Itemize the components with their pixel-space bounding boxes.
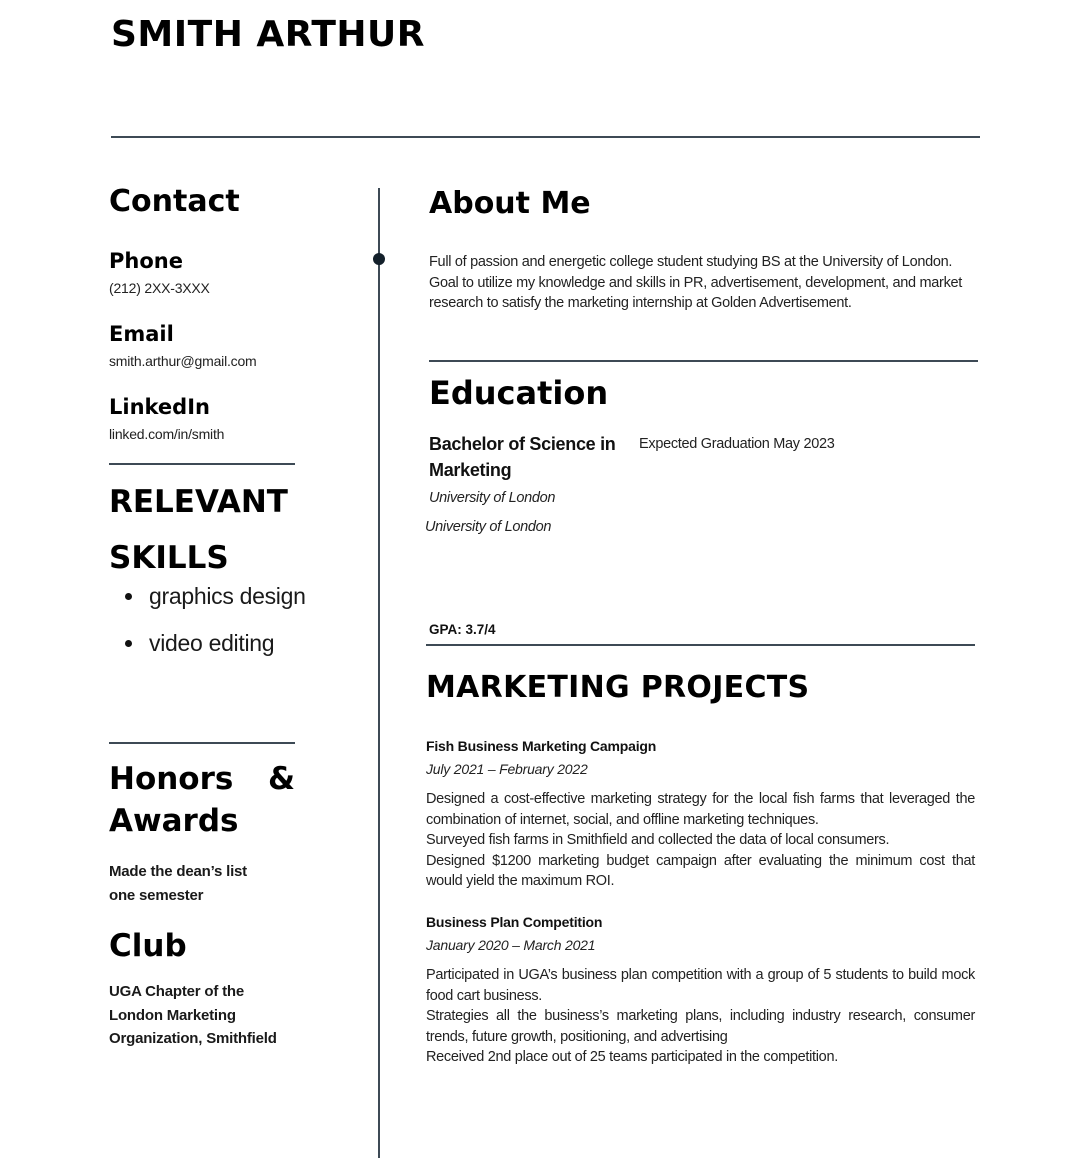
club-line: London Marketing (109, 1006, 236, 1024)
project-bullet: Received 2nd place out of 25 teams participated in the competition. (426, 1049, 838, 1066)
degree-line: Bachelor of Science in (429, 434, 616, 454)
graduation-date: Expected Graduation May 2023 (639, 436, 835, 452)
degree-title (429, 431, 629, 483)
project-description (426, 789, 975, 892)
honors-line: Made the dean’s list (109, 863, 247, 880)
gpa: GPA: 3.7/4 (429, 622, 496, 637)
linkedin-label: LinkedIn (109, 395, 210, 419)
honors-heading-row (109, 758, 295, 800)
club-line: Organization, Smithfield (109, 1030, 277, 1047)
skills-heading-line1: RELEVANT (109, 484, 288, 520)
project-bullet: Designed a cost-effective marketing strategy for the local fish farms that leveraged the combination of internet, social, and offline marketing techniques. (426, 791, 975, 828)
phone-label: Phone (109, 249, 183, 273)
bullet-icon (125, 640, 132, 647)
timeline-line (378, 188, 380, 1158)
project-name: Business Plan Competition (426, 914, 603, 930)
linkedin-value: linked.com/in/smith (109, 426, 225, 442)
sidebar-divider (109, 463, 295, 465)
education-heading: Education (429, 374, 609, 412)
bullet-icon (125, 593, 132, 600)
project-bullet: Designed $1200 marketing budget campaign after evaluating the minimum cost that would yield the maximum ROI. (426, 852, 975, 890)
club-line: UGA Chapter of the (109, 983, 245, 1000)
honors-text (109, 860, 247, 908)
project-item (426, 912, 975, 1068)
project-description (426, 965, 975, 1068)
skill-item (125, 573, 306, 620)
club-text (109, 980, 277, 1051)
honors-heading-word: Honors (109, 761, 234, 797)
project-bullet: Participated in UGA’s business plan competition with a group of 5 students to build mock food cart business. (426, 967, 975, 1004)
about-heading: About Me (429, 186, 591, 221)
email-value: smith.arthur@gmail.com (109, 353, 257, 369)
honors-line: one semester (109, 887, 204, 904)
honors-heading-word2: Awards (109, 803, 239, 839)
header-divider (111, 136, 980, 138)
skill-label: video editing (149, 630, 275, 656)
honors-heading (109, 758, 295, 842)
university-name: University of London (425, 519, 552, 535)
skill-label: graphics design (149, 583, 306, 609)
project-name: Fish Business Marketing Campaign (426, 738, 657, 754)
skill-item (125, 620, 306, 667)
university-name: University of London (429, 490, 556, 506)
project-bullet: Strategies all the business’s marketing plans, including industry research, consumer trends, future growth, positioning, and advertising (426, 1008, 975, 1045)
timeline-dot-icon (373, 253, 385, 265)
about-text: Full of passion and energetic college student studying BS at the University of London. Goal to utilize my knowledge and skills in PR, advertisement, development, and market research to satisfy the marketing internship at Golden Advertisement. (429, 254, 963, 311)
resume-name: SMITH ARTHUR (111, 14, 425, 55)
email-label: Email (109, 322, 174, 346)
contact-heading: Contact (109, 184, 240, 219)
project-bullet: Surveyed fish farms in Smithfield and collected the data of local consumers. (426, 832, 890, 849)
skills-heading (109, 474, 309, 586)
sidebar-divider (109, 742, 295, 744)
skills-heading-line2: SKILLS (109, 540, 229, 576)
projects-heading: MARKETING PROJECTS (426, 670, 810, 705)
skills-list (125, 573, 306, 667)
phone-value: (212) 2XX-3XXX (109, 280, 210, 296)
section-divider (429, 360, 978, 362)
project-dates: January 2020 – March 2021 (426, 937, 596, 953)
project-item (426, 736, 975, 892)
honors-heading-amp: & (267, 761, 295, 797)
project-dates: July 2021 – February 2022 (426, 761, 588, 777)
club-heading: Club (109, 928, 187, 964)
degree-line: Marketing (429, 460, 512, 480)
section-divider (426, 644, 975, 646)
